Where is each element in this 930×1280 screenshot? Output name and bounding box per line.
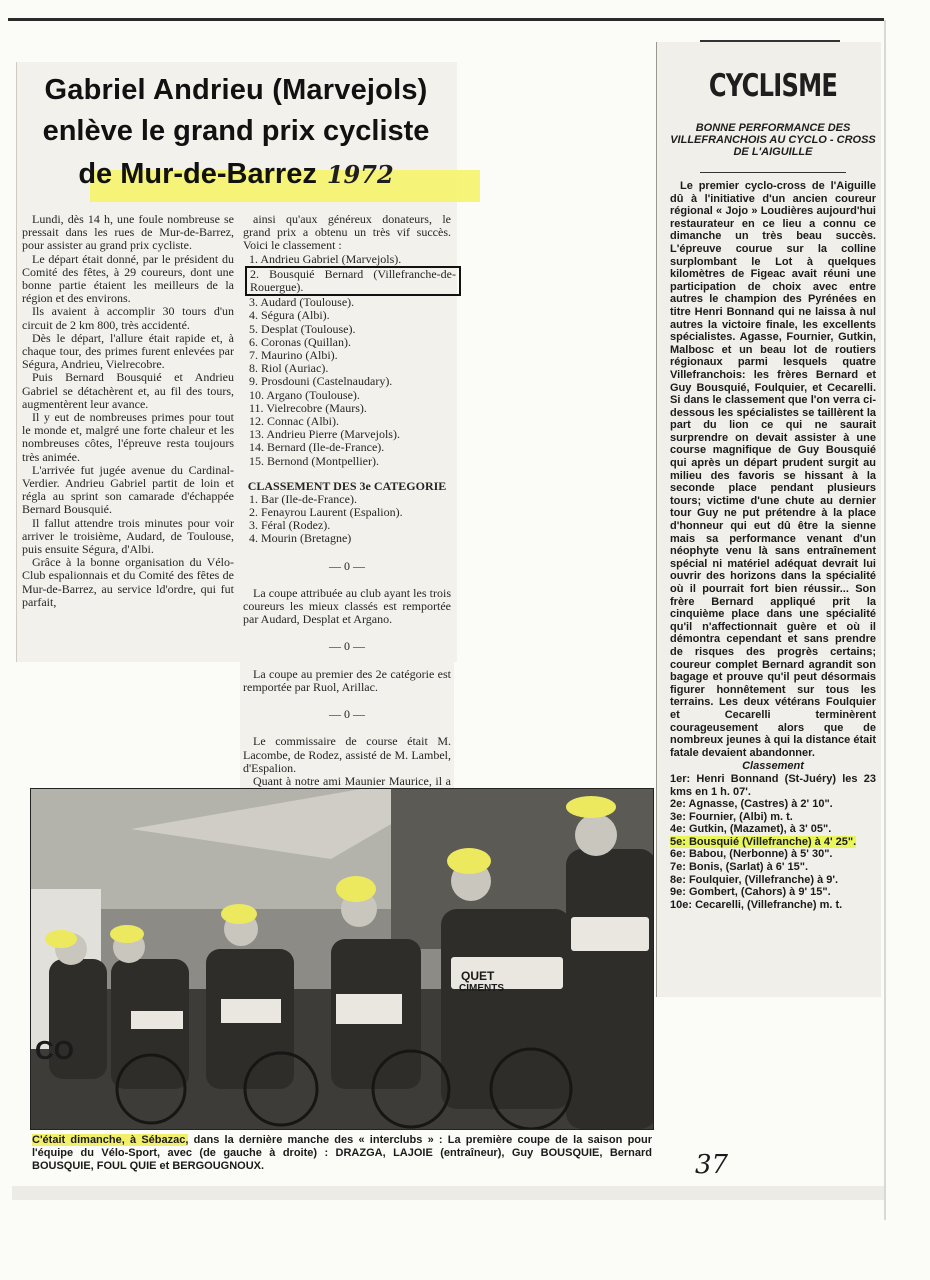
cyclisme-body bbox=[670, 180, 876, 911]
ranking-item: 11. Vielrecobre (Maurs). bbox=[249, 400, 367, 415]
ranking-item: 12. Connac (Albi). bbox=[249, 414, 339, 429]
separator: — 0 — bbox=[329, 639, 365, 654]
caption-text: dans la dernière manche des « interclubs » : La première coupe de la saison pour l'équipe du Vélo-Sport, avec (de gauche à droite) : DRAZGA, LAJOIE (entraîneur), Guy BOUSQUIE, Bernard BOUSQUIE, FOUL QUIE et BERGOUGNOUX. bbox=[32, 1134, 653, 1172]
paragraph: Ils avaient à accomplir 30 tours d'un circuit de 2 km 800, très accidenté. bbox=[22, 304, 234, 332]
deck-rule bbox=[700, 172, 846, 173]
result-item: 3e: Fournier, (Albi) m. t. bbox=[670, 810, 793, 823]
ranking-item: 10. Argano (Toulouse). bbox=[249, 387, 360, 402]
separator: — 0 — bbox=[329, 707, 365, 722]
ranking-list bbox=[243, 251, 456, 468]
ranking-item: 2. Fenayrou Laurent (Espalion). bbox=[249, 505, 403, 520]
ranking-item: 4. Ségura (Albi). bbox=[249, 308, 330, 323]
article-column-2 bbox=[243, 212, 456, 815]
result-item: 7e: Bonis, (Sarlat) à 6' 15". bbox=[670, 861, 809, 874]
jersey-text: QUET bbox=[461, 969, 495, 983]
speaker-text: Quant à notre ami Maunier Maurice, il a bbox=[253, 773, 451, 788]
paragraph: Puis Bernard Bousquié et Andrieu Gabriel se détachèrent et, au fil des tours, augmentèrent leur avance. bbox=[22, 370, 234, 411]
handwritten-page-number: 37 bbox=[695, 1150, 729, 1180]
second-category-text: La coupe au premier des 2e catégorie est remportée par Ruol, Arillac. bbox=[243, 666, 451, 694]
result-item: 2e: Agnasse, (Castres) à 2' 10". bbox=[670, 798, 833, 811]
ranking-item: 8. Riol (Auriac). bbox=[249, 361, 329, 376]
cyclisme-paragraph: Le premier cyclo-cross de l'Aiguille dû à l'initiative d'un ancien coureur régional « Jojo » Loudières aujourd'hui restaurateur en ce lieu a connu ce dimanche un très beau succès. L'épreuve courue sur la colline surplombant le Lot à quelques kilomètres de Figeac avait réuni une participation de choix avec entre autres le champion des Pyrénées en titre Henri Bonnand qui ne laissa à nul autres la victoire finale, les excellents spécialistes. Agasse, Fournier, Gutkin, Malbosc et un beau lot de routiers régionaux parmi lesquels quatre Villefranchois: les frères Bernard et Guy Bousquié, Foulquier, et Cecarelli. Si dans le classement que l'on verra ci-dessous les spécialistes se taillèrent la part du lion ce qui ne saurait surprendre on devait assister à une course magnifique de Guy Bousquié qui après un départ prudent surgit au milieu des favoris se hissant à la seconde place pendant plusieurs tours; victime d'une chute au dernier tour Guy ne put prétendre à la place d'honneur qui eut dû être la sienne mais sa performance venant d'un néophyte venu là sans entraînement spécial ni matériel adéquat devrait lui ouvrir des horizons dans la spécialité où il pourrait fort bien réussir... Son frère Bernard appliqué prit la cinquième place dans une spécialité qu'il n'affectionnait guère et où il démontra cependant et sans prendre de risques des progrès certains; coureur complet Bernard agrandit son bagage et prouve qu'il peut désormais figurer honnêtement sur tous les terrains. Les deux vétérans Foulquier et Cecarelli terminèrent courageusement alors que de nombreux jeunes à qui la distance était fatale devaient abandonner. bbox=[670, 180, 876, 759]
ranking-item-boxed bbox=[243, 266, 456, 296]
photo-caption bbox=[32, 1134, 652, 1173]
ranking-item: 14. Bernard (Ile-de-France). bbox=[249, 440, 385, 455]
cyclisme-title: CYCLISME bbox=[708, 68, 838, 104]
headline-line-2: enlève le grand prix cycliste bbox=[42, 115, 430, 147]
page-edge bbox=[884, 20, 886, 1220]
ranking-item: 15. Bernond (Montpellier). bbox=[249, 453, 379, 468]
paragraph: Dès le départ, l'allure était rapide et, à chaque tour, des primes furent enlevées par Ségura, Andrieu, Vielrecobre. bbox=[22, 330, 234, 372]
result-item: 4e: Gutkin, (Mazamet), à 3' 05". bbox=[670, 823, 832, 836]
caption-highlight: C'était dimanche, à Sébazac, bbox=[32, 1134, 189, 1146]
paragraph: Grâce à la bonne organisation du Vélo-Club espalionnais et du Comité des fêtes de Mur-de-Barrez, au service ld'ordre, qui fut parfait, bbox=[22, 555, 234, 609]
result-item: 10e: Cecarelli, (Villefranche) m. t. bbox=[670, 898, 843, 911]
ranking-intro: ainsi qu'aux généreux donateurs, le grand prix a obtenu un très vif succès. Voici le classement : bbox=[243, 212, 451, 253]
ranking-item: 3. Féral (Rodez). bbox=[249, 518, 331, 533]
ranking-item: 6. Coronas (Quillan). bbox=[249, 334, 351, 349]
ranking-item: 7. Maurino (Albi). bbox=[249, 348, 338, 363]
classement-heading: Classement bbox=[742, 760, 804, 773]
ranking-item: 3. Audard (Toulouse). bbox=[249, 295, 355, 310]
handwritten-year: 1972 bbox=[326, 160, 394, 189]
paragraph: Il fallut attendre trois minutes pour voir arriver le troisième, Audard, de Toulouse, puis ensuite Ségura, d'Albi. bbox=[22, 515, 234, 557]
ranking-item: 13. Andrieu Pierre (Marvejols). bbox=[249, 427, 400, 442]
jersey-text: CIMENTS bbox=[459, 983, 504, 994]
headline bbox=[18, 72, 454, 193]
page-bottom-shadow bbox=[12, 1186, 884, 1200]
ranking-item: 4. Mourin (Bretagne) bbox=[249, 531, 352, 546]
headline-line-3 bbox=[78, 156, 393, 193]
paragraph: Il y eut de nombreuses primes pour tout le monde et, malgré une forte chaleur et les nombreuses côtes, l'épreuve resta toujours très animée. bbox=[22, 410, 234, 464]
article-column-1 bbox=[22, 213, 234, 609]
ranking-item: 5. Desplat (Toulouse). bbox=[249, 321, 356, 336]
commissaire-text: Le commissaire de course était M. Lacombe, de Rodez, assisté de M. Lambel, d'Espalion. bbox=[243, 734, 451, 775]
team-photo bbox=[30, 788, 654, 1130]
result-item: 9e: Gombert, (Cahors) à 9' 15". bbox=[670, 886, 831, 899]
paragraph: Lundi, dès 14 h, une foule nombreuse se pressait dans les rues de Mur-de-Barrez, pour assister au grand prix cycliste. bbox=[22, 212, 234, 253]
headline-line-3-text: de Mur-de-Barrez bbox=[78, 158, 317, 190]
cyclisme-deck: BONNE PERFORMANCE DES VILLEFRANCHOIS AU CYCLO - CROSS DE L'AIGUILLE bbox=[670, 122, 876, 158]
category-3-list bbox=[243, 493, 451, 546]
club-cup-text: La coupe attribuée au club ayant les trois coureurs les mieux classés est remportée par Audard, Desplat et Argano. bbox=[243, 585, 451, 627]
wall-lettering: CO bbox=[35, 1035, 74, 1065]
category-3-heading: CLASSEMENT DES 3e CATEGORIE bbox=[247, 478, 447, 493]
ranking-item: 9. Prosdouni (Castelnaudary). bbox=[249, 374, 393, 389]
result-item: 1er: Henri Bonnand (St-Juéry) les 23 kms en 1 h. 07'. bbox=[670, 772, 876, 798]
result-item-highlighted bbox=[670, 836, 876, 849]
separator: — 0 — bbox=[329, 558, 365, 573]
result-item: 8e: Foulquier, (Villefranche) à 9'. bbox=[670, 873, 839, 886]
ranking-item: 1. Bar (Ile-de-France). bbox=[249, 491, 357, 506]
paragraph: L'arrivée fut jugée avenue du Cardinal-Verdier. Andrieu Gabriel partit de loin et régla au sprint son camarade d'échappée Bernard Bousquié. bbox=[22, 462, 234, 517]
result-highlight: 5e: Bousquié (Villefranche) à 4' 25". bbox=[670, 835, 857, 848]
headline-line-1: Gabriel Andrieu (Marvejols) bbox=[44, 74, 428, 106]
team-photo-illustration bbox=[31, 789, 653, 1129]
classement-list bbox=[670, 773, 876, 912]
result-item: 6e: Babou, (Nerbonne) à 5' 30". bbox=[670, 848, 833, 861]
ranking-item: 1. Andrieu Gabriel (Marvejols). bbox=[249, 251, 402, 266]
ranking-box: 2. Bousquié Bernard (Villefranche-de-Rouergue). bbox=[245, 266, 461, 296]
top-rule bbox=[8, 18, 884, 21]
paragraph: Le départ était donné, par le président du Comité des fêtes, à 29 coureurs, dont une bonne partie étaient les meilleurs de la région et des environs. bbox=[22, 251, 234, 306]
